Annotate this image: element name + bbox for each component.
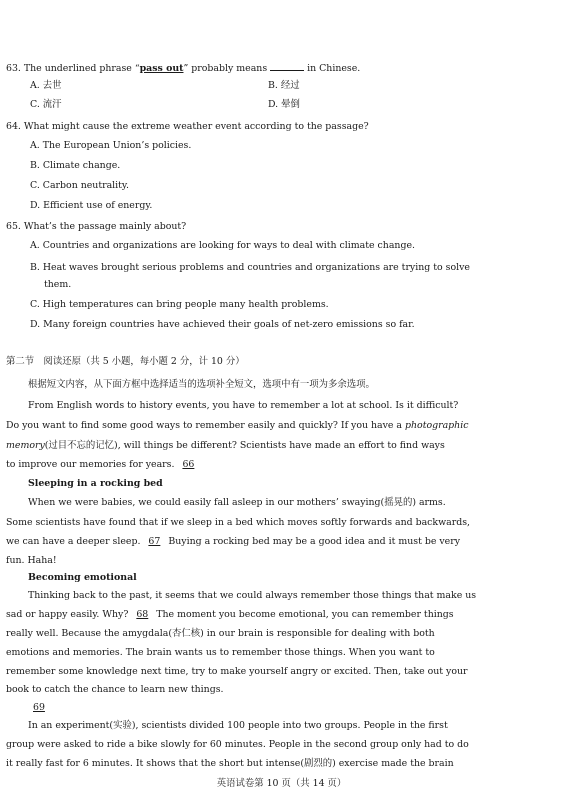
section-instruction: 根据短文内容，从下面方框中选择适当的选项补全短文，选项中有一项为多余选项。 [28,379,375,390]
question-65-stem: 65. What’s the passage mainly about? [6,221,187,232]
q65-option-b: B. Heat waves brought serious problems and countries and organizations are trying to solve them. [30,262,470,291]
passage-line: group were asked to ride a bike slowly for 60 minutes. People in the second group only had to do [6,739,469,750]
heading-sleeping: Sleeping in a rocking bed [28,478,163,489]
q63-option-b: B. 经过 [268,80,300,91]
underlined-phrase: pass out [139,63,184,74]
passage-line: Some scientists have found that if we sleep in a bed which moves softly forwards and backwards, [6,517,471,528]
q64-option-b: B. Climate change. [30,160,121,171]
passage-line: sad or happy easily. Why? 68 The moment you become emotional, you can remember things [6,609,454,620]
q65-option-d: D. Many foreign countries have achieved their goals of net-zero emissions so far. [30,319,415,330]
answer-blank [270,62,304,71]
q65-option-c: C. High temperatures can bring people many health problems. [30,299,329,310]
passage-line: to improve our memories for years. 66 [6,459,557,470]
q64-option-a: A. The European Union’s policies. [30,140,192,151]
page-footer: 英语试卷第 10 页（共 14 页） [216,778,347,789]
passage-line: really well. Because the amygdala(杏仁核) in our brain is responsible for dealing with both [6,628,435,639]
passage-line: we can have a deeper sleep. 67 Buying a rocking bed may be a good idea and it must be very [6,536,460,547]
blank-69: 69 [33,702,45,713]
passage-line: emotions and memories. The brain wants us to remember those things. When you want to [6,647,435,658]
question-64-stem: 64. What might cause the extreme weather event according to the passage? [6,121,369,132]
blank-69-heading [28,702,50,713]
passage-line: In an experiment(实验), scientists divided 100 people into two groups. People in the first [28,720,448,731]
q63-option-c: C. 流汗 [30,99,62,110]
blank-66: 66 [182,459,195,470]
q64-option-c: C. Carbon neutrality. [30,180,129,191]
passage-line: Thinking back to the past, it seems that we could always remember those things that make us [28,590,477,601]
heading-emotional: Becoming emotional [28,572,137,583]
q65-option-a: A. Countries and organizations are looking for ways to deal with climate change. [30,240,415,251]
q64-option-d: D. Efficient use of energy. [30,200,153,211]
passage-line: When we were babies, we could easily fall asleep in our mothers’ swaying(摇晃的) arms. [28,497,446,508]
passage-line: From English words to history events, you have to remember a lot at school. Is it difficult? [28,400,459,411]
passage-line: it really fast for 6 minutes. It shows that the short but intense(剧烈的) exercise made the brain [6,758,454,769]
section-title: 第二节 阅读还原（共 5 小题，每小题 2 分，计 10 分） [6,356,245,367]
blank-68: 68 [136,609,149,620]
q63-option-d: D. 晕倒 [268,99,300,110]
passage-line: book to catch the chance to learn new things. [6,684,224,695]
blank-67: 67 [148,536,161,547]
passage-line: remember some knowledge next time, try to make yourself angry or excited. Then, take out your [6,666,468,677]
passage-line: fun. Haha! [6,555,57,566]
q63-option-a: A. 去世 [30,80,62,91]
passage-line: Do you want to find some good ways to remember easily and quickly? If you have a photographic [6,420,469,431]
passage-line: memory(过目不忘的记忆), will things be different? Scientists have made an effort to find ways [6,440,445,451]
question-63-stem: 63. The underlined phrase “pass out” probably means in Chinese. [6,63,361,74]
